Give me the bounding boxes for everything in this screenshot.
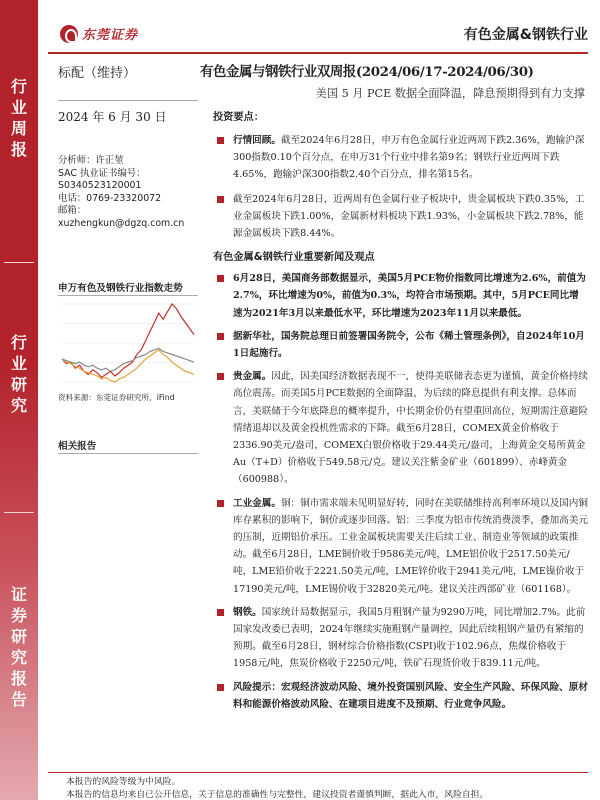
bullet-risk	[213, 679, 588, 713]
index-trend-chart	[58, 298, 198, 388]
sidebar-char: 周	[10, 119, 27, 138]
date-divider	[58, 100, 198, 101]
sidebar-label-report	[0, 584, 38, 710]
bullet-lead: 风险提示：	[233, 681, 281, 693]
main-content	[213, 108, 588, 713]
company-logo	[60, 24, 138, 43]
report-date: 2024 年 6 月 30 日	[58, 110, 167, 124]
section-heading-key-points: 投资要点：	[213, 112, 264, 123]
sidebar-label-weekly	[0, 76, 38, 160]
analyst-cert-label: SAC 执业证书编号：	[58, 167, 146, 179]
bullet-text: 截至2024年6月28日，近两周有色金属行业子板块中，贵金属板块下跌0.35%，工业金属板块下跌1.00%，金属新材料板块下跌1.93%，小金属板块下跌2.78%，能源金属板块下跌8.44%。	[233, 193, 585, 240]
sidebar-char: 业	[10, 354, 27, 373]
bullet-market-review	[213, 132, 588, 184]
bullet-text: 6月28日，美国商务部数据显示，美国5月PCE物价指数同比增速为2.6%，前值为2.7%，环比增速为0%，前值为0.3%，均符合市场预期。其中，5月PCE同比增速为2021年3月以来最低水平，环比增速为2023年11月以来最低。	[233, 273, 586, 319]
analyst-phone: 电话：0769-23320072	[58, 192, 162, 204]
chart-divider	[58, 295, 198, 296]
page-footer	[66, 776, 586, 800]
sidebar-char: 业	[10, 98, 27, 117]
analyst-cert-number: S0340523120001	[58, 180, 142, 191]
analyst-info	[58, 155, 200, 230]
header-divider	[48, 52, 588, 54]
sidebar-char: 报	[10, 669, 27, 688]
bullet-industrial-metals	[213, 495, 588, 598]
sidebar-char: 证	[10, 585, 27, 604]
bullet-sub-sectors	[213, 191, 588, 243]
logo-text: 东莞证券	[82, 28, 139, 43]
sidebar-divider	[4, 262, 34, 263]
footer-disclaimer: 本报告的信息均来自已公开信息，关于信息的准确性与完整性，建议投资者谨慎判断，据此入市，风险自担。	[66, 790, 489, 800]
bullet-text: 因此，因美国经济数据表现不一，使得美联储表态更为谨慎，黄金价格持续高位震荡。而美国5月PCE数据的全面降温，为后续的降息提供有利支撑。总体而言，美联储于今年底降息的概率提升，中长期金价仍有望重回高位，短期需注意避险情绪退却以及黄金投机性需求的下降。截至6月28日，COMEX黄金价格收于2336.90美元/盎司，COMEX白银价格收于29.44美元/盎司，上海黄金交易所黄金Au（T+D）价格收于549.58元/克。建议关注紫金矿业（601899）、赤峰黄金（600988）。	[233, 371, 588, 486]
sidebar-char: 研	[10, 627, 27, 646]
report-title: 有色金属与钢铁行业双周报(2024/06/17-2024/06/30)	[200, 64, 534, 80]
logo-icon	[60, 25, 78, 43]
sidebar-band	[0, 0, 38, 800]
sidebar-char: 行	[10, 333, 27, 352]
sidebar-label-research	[0, 332, 38, 416]
related-reports-title: 相关报告	[58, 441, 97, 452]
report-subtitle: 美国 5 月 PCE 数据全面降温，降息预期得到有力支撑	[315, 87, 585, 100]
sidebar-char: 券	[10, 606, 27, 625]
rating-label: 标配（维持）	[58, 66, 137, 81]
bullet-steel	[213, 604, 588, 673]
sidebar-char: 究	[10, 648, 27, 667]
bullet-lead: 行情回顾。	[233, 135, 281, 146]
sidebar-char: 行	[10, 77, 27, 96]
analyst-email[interactable]: xuzhengkun@dgzq.com.cn	[58, 217, 185, 229]
related-divider	[58, 453, 198, 454]
industry-tag: 有色金属&钢铁行业	[463, 27, 588, 43]
bullet-lead: 钢铁。	[233, 606, 262, 618]
bullet-text: 据新华社，国务院总理日前签署国务院令，公布《稀土管理条例》，自2024年10月1日起施行。	[233, 330, 585, 360]
sidebar-char: 究	[10, 396, 27, 415]
bullet-text: 截至2024年6月28日，申万有色金属行业近两周下跌2.36%，跑输沪深300指数0.10个百分点，在申万31个行业中排名第9名；钢铁行业近两周下跌4.65%，跑输沪深300指数2.40个百分点，排名第15名。	[233, 135, 585, 181]
bullet-news-pce	[213, 270, 588, 322]
sidebar-divider	[4, 512, 34, 513]
sidebar-char: 研	[10, 375, 27, 394]
chart-source: 资料来源：东莞证券研究所，iFind	[58, 393, 175, 402]
chart-series-line	[62, 304, 194, 377]
footer-risk-level: 本报告的风险等级为中风险。	[66, 777, 181, 787]
analyst-name: 分析师：许正堃	[58, 155, 124, 166]
chart-title: 申万有色及钢铁行业指数走势	[58, 283, 183, 294]
footer-divider	[48, 772, 588, 773]
section-heading-news: 有色金属&钢铁行业重要新闻及观点	[213, 252, 375, 264]
sidebar-char: 告	[10, 690, 27, 709]
bullet-text: 宏观经济波动风险、境外投资国别风险、安全生产风险、环保风险、原材料和能源价格波动风险、在建项目进度不及预期、行业竞争风险。	[233, 681, 588, 710]
bullet-lead: 工业金属。	[233, 497, 281, 509]
bullet-precious-metals	[213, 368, 588, 488]
sidebar-char: 报	[10, 140, 27, 159]
bullet-lead: 贵金属。	[233, 371, 272, 383]
bullet-text: 铜：铜市需求端未见明显好转，同时在美联储维持高利率环境以及国内铜库存累积的影响下，铜价或逐步回落。铝：三季度为铝市传统消费淡季，叠加高美元的压制，近期铝价承压。工业金属板块需要关注后续工业、制造业等领域的政策推动。截至6月28日，LME铜价收于9586美元/吨，LME铝价收于2517.50美元/吨，LME铅价收于2221.50美元/吨，LME锌价收于2941美元/吨，LME镍价收于17190美元/吨，LME锡价收于32820美元/吨。建议关注西部矿业（601168）。	[233, 497, 588, 595]
page-header	[48, 20, 588, 50]
bullet-text: 国家统计局数据显示，我国5月粗钢产量为9290万吨，同比增加2.7%。此前国家发改委已表明，2024年继续实施粗钢产量调控，因此后续粗钢产量仍有紧缩的预期。截至6月28日，钢材综合价格指数(CSPI)收于102.96点，焦煤价格收于1958元/吨，焦炭价格收于2250元/吨，铁矿石现货价收于839.11元/吨。	[233, 606, 586, 670]
bullet-news-rare-earth	[213, 328, 588, 362]
analyst-email-label: 邮箱：	[58, 205, 87, 216]
